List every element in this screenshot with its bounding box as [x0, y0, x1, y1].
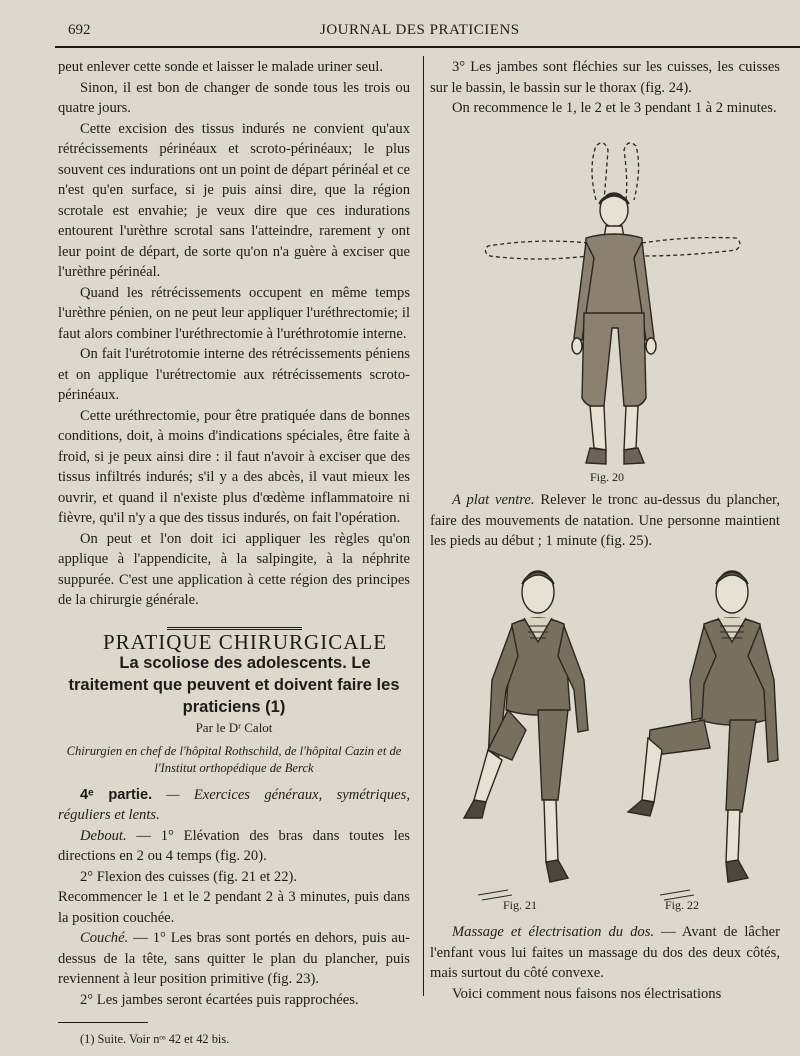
exercise-text: Relever le tronc au-dessus du plancher, faire des mouvements de natation. Une personne maintient les pieds au début ; 1 minute (fig. 25).	[430, 492, 780, 549]
running-title: JOURNAL DES PRATICIENS	[320, 22, 520, 38]
paragraph	[58, 785, 410, 826]
paragraph: Quand les rétrécissements occupent en même temps l'urèthre pénien, on ne peut leur appliquer l'uréthrectomie; il faut alors combiner l'uréthrectomie à l'uréthrotomie interne.	[58, 284, 410, 342]
paragraph: 3° Les jambes sont fléchies sur les cuisses, les cuisses sur le bassin, le bassin sur le thorax (fig. 24).	[430, 59, 780, 96]
left-column	[58, 57, 410, 1050]
article-title: La scoliose des adolescents. Le traitement que peuvent et doivent faire les praticiens (1)	[68, 654, 400, 716]
position-label: Couché.	[80, 930, 129, 946]
paragraph: peut enlever cette sonde et laisser le malade uriner seul.	[58, 59, 383, 75]
header-rule	[55, 46, 800, 48]
byline: Par le Dʳ Calot	[195, 720, 273, 735]
part-subtitle: — Exercices généraux, symétriques, réguliers et lents.	[58, 786, 410, 823]
right-column-middle	[430, 490, 780, 552]
paragraph: On peut et l'on doit ici appliquer les règles qu'on applique à l'appendicite, à la salpingite, à la néphrite suppurée. C'est une application à cette région des principes de la chirurgie générale.	[58, 530, 410, 608]
paragraph: Cette uréthrectomie, pour être pratiquée dans de bonnes conditions, doit, à moins d'indications spéciales, être faite à froid, si je peux ainsi dire : il faut n'avoir à exciser que des tissus infiltrés indurés; s'il y a des abcès, il vaut mieux les ouvrir, et quand il n'existe plus d'œdème inflammatoire ni fièvre, qu'il n'y a que des tissus indurés, on fait l'opération.	[58, 407, 410, 526]
paragraph	[430, 922, 780, 984]
figure-21-caption: Fig. 21	[503, 898, 538, 912]
position-label: A plat ventre.	[452, 492, 535, 508]
exercise-text: — 1° Elévation des bras dans toutes les directions en 2 ou 4 temps (fig. 20).	[58, 827, 410, 864]
right-column-top	[430, 57, 780, 119]
position-label: Debout.	[80, 827, 127, 844]
paragraph: On recommence le 1, le 2 et le 3 pendant 1 à 2 minutes.	[452, 100, 777, 116]
footnote: (1) Suite. Voir nᵒˢ 42 et 42 bis.	[80, 1032, 230, 1046]
paragraph: Recommencer le 1 et le 2 pendant 2 à 3 minutes, puis dans la position couchée.	[58, 889, 410, 926]
position-label: Massage et électrisation du dos.	[452, 924, 655, 940]
exercise-text: — Avant de lâcher l'enfant vous lui faites un massage du dos des deux côtés, mais surtout du côté convexe.	[430, 924, 780, 981]
paragraph	[58, 826, 410, 867]
figure-22-caption: Fig. 22	[665, 898, 700, 912]
page-number: 692	[68, 22, 91, 38]
figure-20-standing-girl-illustration	[478, 138, 748, 490]
author-affiliation: Chirurgien en chef de l'hôpital Rothschild, de l'hôpital Cazin et de l'Institut orthopédique de Berck	[66, 743, 402, 775]
section-title: PRATIQUE CHIRURGICALE	[102, 629, 388, 654]
paragraph: Sinon, il est bon de changer de sonde tous les trois ou quatre jours.	[58, 79, 410, 116]
exercise-text: — 1° Les bras sont portés en dehors, puis au-dessus de la tête, sans quitter le plan du plancher, puis reviennent à leur position primitive (fig. 23).	[58, 930, 410, 987]
part-label: 4ᵉ partie.	[80, 786, 153, 803]
figure-22-boy-leg-raise-illustration	[620, 560, 785, 915]
paragraph: Cette excision des tissus indurés ne convient qu'aux rétrécissements périnéaux et scroto-périnéaux; le plus souvent ces indurations ont un point de départ périnéal et ce n'est qu'en surface, si je puis ainsi dire, que la région scrotale est envahie; je veux dire que ces indurations entourent l'urèthre scrotal sans l'atteindre, rarement y ont leur point de départ, de sorte qu'on n'a guère à exciser que l'urèthre périnéal.	[58, 120, 410, 280]
figure-21-boy-leg-raise-illustration	[458, 560, 618, 915]
paragraph: 2° Flexion des cuisses (fig. 21 et 22).	[80, 868, 298, 885]
paragraph: On fait l'urétrotomie interne des rétrécissements péniens et on applique l'urétrectomie aux rétrécissements scroto-périnéaux.	[58, 346, 410, 403]
footnote-rule	[58, 1022, 148, 1023]
paragraph: Voici comment nous faisons nos électrisations	[452, 985, 722, 1002]
right-column-bottom	[430, 922, 780, 1004]
paragraph	[58, 928, 410, 990]
paragraph	[430, 490, 780, 552]
figure-20-caption: Fig. 20	[590, 470, 625, 484]
paragraph: 2° Les jambes seront écartées puis rapprochées.	[80, 991, 359, 1008]
column-divider	[423, 56, 424, 996]
